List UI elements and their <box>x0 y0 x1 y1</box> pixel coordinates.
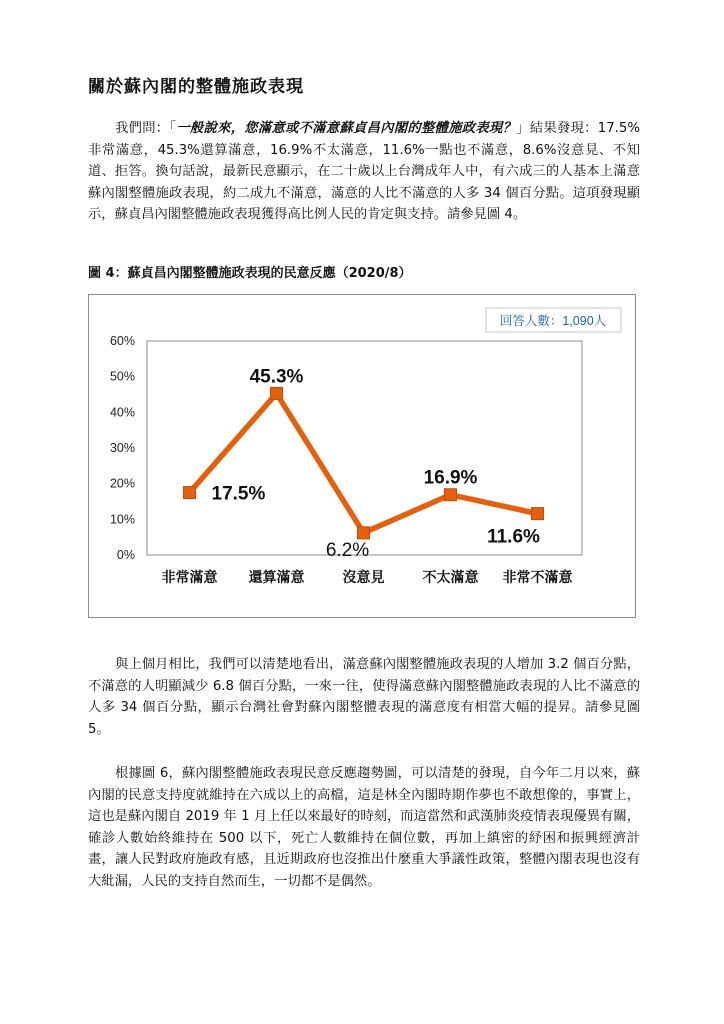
y-tick-label: 50% <box>109 369 135 384</box>
data-label: 45.3% <box>249 366 304 388</box>
x-category-label: 非常滿意 <box>161 569 218 585</box>
page-title: 關於蘇內閣的整體施政表現 <box>88 77 304 97</box>
data-label: 11.6% <box>487 526 540 548</box>
y-tick-label: 10% <box>109 512 135 527</box>
data-label: 16.9% <box>423 467 478 489</box>
chart-frame <box>88 294 636 618</box>
data-point <box>184 487 196 499</box>
series-line <box>190 393 538 532</box>
data-point <box>271 387 283 399</box>
comparison-paragraph: 與上個月相比，我們可以清楚地看出，滿意蘇內閣整體施政表現的人增加 3.2 個百分點，不滿意的人明顯減少 6.8 個百分點，一來一往，使得滿意蘇內閣整體施政表現的人比不滿意的人多 34 個百分點，顯示台灣社會對蘇內閣整體表現的滿意度有相當大幅的提昇。請參見圖 5。 <box>88 657 640 737</box>
respondents-label: 回答人數：1,090人 <box>499 314 607 328</box>
x-category-label: 非常不滿意 <box>502 569 573 585</box>
y-tick-label: 30% <box>109 441 135 455</box>
findings-text: 」結果發現：17.5%非常滿意，45.3%還算滿意，16.9%不太滿意，11.6%一點也不滿意，8.6%沒意見、不知道、拒答。換句話說，最新民意顯示，在二十歲以上台灣成年人中，有六成三的人基本上滿意蘇內閣整體施政表現，約二成九不滿意，滿意的人比不滿意的人多 34 個百分點。這項發現顯示，蘇貞昌內閣整體施政表現獲得高比例人民的肯定與支持。請參見圖 4。 <box>88 121 640 222</box>
data-point <box>358 527 370 539</box>
intro-paragraph <box>88 118 640 226</box>
data-label: 6.2% <box>325 539 370 561</box>
question-prefix: 我們問：「 <box>115 121 177 136</box>
satisfaction-line-chart <box>89 295 634 616</box>
x-category-label: 沒意見 <box>342 569 385 585</box>
figure-caption: 圖 4：蘇貞昌內閣整體施政表現的民意反應（2020/8） <box>88 266 412 281</box>
data-point <box>445 489 457 501</box>
survey-question: 一般說來，您滿意或不滿意蘇貞昌內閣的整體施政表現？ <box>176 121 517 136</box>
data-label: 17.5% <box>211 483 266 505</box>
x-category-label: 還算滿意 <box>248 569 305 585</box>
y-tick-label: 20% <box>109 476 135 491</box>
plot-area-border <box>147 341 582 555</box>
data-point <box>532 508 544 520</box>
x-category-label: 不太滿意 <box>422 569 479 585</box>
y-tick-label: 60% <box>109 334 135 348</box>
y-tick-label: 40% <box>109 405 135 420</box>
trend-paragraph: 根據圖 6，蘇內閣整體施政表現民意反應趨勢圖，可以清楚的發現，自今年二月以來，蘇內閣的民意支持度就維持在六成以上的高檔，這是林全內閣時期作夢也不敢想像的，事實上，這也是蘇內閣自 2019 年 1 月上任以來最好的時刻，而這當然和武漢肺炎疫情表現優異有關，確診人數始終維持在 500 以下，死亡人數維持在個位數，再加上縝密的紓困和振興經濟計畫，讓人民對政府施政有感，且近期政府也沒推出什麼重大爭議性政策，整體內閣表現也沒有大紕漏，人民的支持自然而生，一切都不是偶然。 <box>88 766 640 889</box>
y-tick-label: 0% <box>116 548 135 562</box>
